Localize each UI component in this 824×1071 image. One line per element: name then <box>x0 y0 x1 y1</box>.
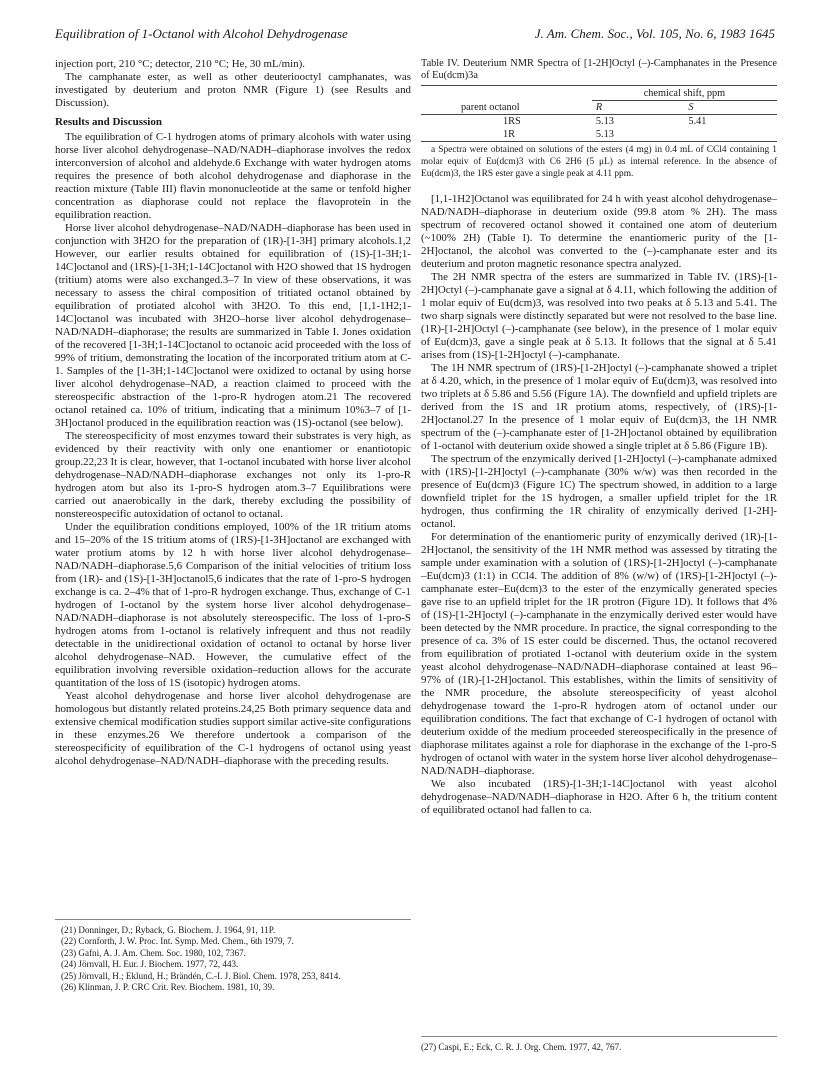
table-column-header: parent octanol <box>421 101 592 115</box>
header-journal-citation: J. Am. Chem. Soc., Vol. 105, No. 6, 1983 1645 <box>534 26 775 41</box>
reference-item: (21) Donninger, D.; Ryback, G. Biochem. J. 1964, 91, 11P. <box>61 925 276 935</box>
nmr-table <box>421 85 777 142</box>
methods-tail-paragraph: The camphanate ester, as well as other deuteriooctyl camphanates, was investigated by deuterium and proton NMR (Figure 1) (see Results and Discussion). <box>55 71 411 109</box>
body-paragraph: The 1H NMR spectrum of (1RS)-[1-2H]octyl (–)-camphanate showed a triplet at δ 4.20, which, in the presence of 1 molar equiv of Eu(dcm)3, was resolved into two triplets at δ 5.86 and 5.56 (Figure 1A). The downfield and upfield triplets are derived from the 1S and 1R protium atoms, respectively, of (1RS)-[1-2H]octanol.27 In the presence of 1 molar equiv of Eu(dcm)3, the 1H NMR spectrum of the (–)-camphanate ester of [1-2H]octanol obtained by equilibration of 1-octanol with deuterium oxide showed a single triplet at δ 5.86 (Figure 1B). <box>421 362 777 453</box>
body-paragraph: We also incubated (1RS)-[1-3H;1-14C]octanol with yeast alcohol dehydrogenase–NAD/NADH–diaphorase in H2O. After 6 h, the tritium content of equilibrated octanol had fallen to ca. <box>421 778 777 817</box>
table-cell: 1R <box>421 128 592 142</box>
body-paragraph: The 2H NMR spectra of the esters are summarized in Table IV. (1RS)-[1-2H]Octyl (–)-camphanate gave a signal at δ 4.11, which following the addition of 1 molar equiv of Eu(dcm)3, was resolved into two peaks at δ 5.13 and 5.41. The two sharp signals were distinctly separated but were not resolved to the base line. (1R)-[1-2H]Octyl (–)-camphanate (see below), in the presence of 1 molar equiv of Eu(dcm)3, gave a single peak at δ 5.13. It follows that the signal at δ 5.41 arises from (1S)-[1-2H]octyl (–)-camphanate. <box>421 271 777 362</box>
body-paragraph: [1,1-1H2]Octanol was equilibrated for 24 h with yeast alcohol dehydrogenase–NAD/NADH–diaphorase in deuterium oxide (99.8 atom % 2H). The mass spectrum of recovered octanol showed it contained one atom of deuterium (~100% 2H) (Table I). To determine the enantiomeric purity of the [1-2H]octanol, the alcohol was converted to the (–)-camphanate ester and its deuterium and proton magnetic resonance spectra analyzed. <box>421 193 777 271</box>
left-column <box>55 58 411 768</box>
body-paragraph: For determination of the enantiomeric purity of enzymically derived (1R)-[1-2H]octanol, the sensitivity of the 1H NMR method was assessed by titrating the sample under examination with a solution of (1RS)-[1-2H]octyl (–)-camphanate –Eu(dcm)3 (1:1) in CCl4. The addition of 8% (w/w) of (1RS)-[1-2H]octyl (–)-camphanate ester–Eu(dcm)3 to the ester of the enzymically generated species gave rise to an upfield triplet for the 1R protron (Figure 1D). It follows that 4% of (1S)-[1-2H]octyl (–)-camphanate in the enzymically derived ester would have been detected by the NMR procedure. In practice, the signal corresponding to the presence of ca. 3% of 1S ester could be discerned. Thus, the octanol recovered from equilibration of protiated 1-octanol with deuterium oxide in the system yeast alcohol dehydrogenase–NAD/NADH–diaphorase contained at least 96–97% of (1R)-[1-2H]octanol. This establishes, within the limits of sensitivity of the NMR procedure, the absolute stereospecificity of yeast alcohol dehydrogenase toward the 1-pro-R hydrogen atom of octanol under our equilibration conditions. The fact that exchange of C-1 hydrogen of octanol with deuterium oxidde of the medium proceeded stereospecifically in the presence of diaphorase militates against a role for diaphorase in the exchange of the 1-pro-S hydrogen of octanol with water in the system horse liver alcohol dehydrogenase–NAD/NADH–diaphorase. <box>421 531 777 778</box>
body-paragraph: Horse liver alcohol dehydrogenase–NAD/NADH–diaphorase has been used in conjunction with 3H2O for the preparation of (1R)-[1-3H] primary alcohols.1,2 However, our earlier results obtained for equilibration of (1S)-[1-3H;1-14C]octanol and (1RS)-[1-3H;1-14C]octanol with H2O showed that 1S hydrogen (tritium) atoms were also exchanged.3–7 In view of these observations, it was necessary to assess the chiral composition of tritiated octanol obtained by equilibration of protiated alcohol with 3H2O. To this end, [1,1-1H2;1-14C]octanol was incubated with 3H2O–horse liver alcohol dehydrogenase–NAD/NADH–diaphorase; the results are summarized in Table I. Jones oxidation of the recovered [1-3H;1-14C]octanol to octanoic acid proceeded with the loss of 99% of tritium, demonstrating the location of the incorporated tritium atom at C-1. Samples of the [1-3H;1-14C]octanol were oxidized to octanal by using horse liver alcohol dehydrogenase–NAD, a reaction claimed to proceed with the stereospecific abstraction of the 1-pro-R hydrogen atom.21 The recovered octanol retained ca. 10% of tritium, indicating that a minimum 10%3–7 of [1-3H]octanol produced in the equilibration reaction was (1S)-octanol (see below). <box>55 222 411 429</box>
body-paragraph: Under the equilibration conditions employed, 100% of the 1R tritium atoms and 15–20% of the 1S tritium atoms of (1RS)-[1-3H]octanol are exchanged with water protium atoms by 12 h with horse liver alcohol dehydrogenase–NAD/NADH–diaphorase.5,6 Comparison of the initial velocities of tritium loss from (1R)- and (1S)-[1-3H]octanol5,6 indicates that the rate of 1-pro-S hydrogen exchange is ca. 2–4% that of 1-pro-R hydrogen exchange. Thus, exchange of C-1 hydrogen of 1-octanol by the system horse liver alcohol dehydrogenase–NAD/NADH–diaphorase is not absolutely stereospecific. The loss of 1-pro-S hydrogen atoms from 1-octanol is relatively infrequent and thus not readily detectable in the unidirectional oxidation of octanol to octanal by horse liver alcohol dehydrogenase–NAD. However, the cumulative effect of the equilibration involving reversible oxidation–reduction allows for the accurate quantitation of the loss of 1S (isotopic) hydrogen atoms. <box>55 521 411 689</box>
body-paragraph: The equilibration of C-1 hydrogen atoms of primary alcohols with water using horse liver alcohol dehydrogenase–NAD/NADH–diaphorase involves the redox interconversion of alcohol and aldehyde.6 Exchange with water hydrogen atoms requires the presence of both alcohol dehydrogenase and diaphorase in the reaction mixture (Table III) flavin mononucleotide at the same or tenfold higher concentration as diaphorase could not replace the flavoprotein in the equilibration reaction. <box>55 131 411 221</box>
table-column-header: S <box>684 101 777 115</box>
body-paragraph: Yeast alcohol dehydrogenase and horse liver alcohol dehydrogenase are homologous but distantly related proteins.24,25 Both primary sequence data and extensive chemical modification studies support similar active-site configurations in these enzymes.26 We therefore undertook a comparison of the stereospecificity of equilibration of the C-1 hydrogens of octanol using yeast alcohol dehydrogenase–NAD/NADH–diaphorase with the preceding results. <box>55 690 411 767</box>
table-row <box>421 115 777 129</box>
reference-item: (25) Jörnvall, H.; Eklund, H.; Brändén, C.-I. J. Biol. Chem. 1978, 253, 8414. <box>61 970 341 981</box>
right-references <box>421 1036 777 1053</box>
reference-item: (26) Klinman, J. P. CRC Crit. Rev. Biochem. 1981, 10, 39. <box>61 982 275 993</box>
header-article-title: Equilibration of 1-Octanol with Alcohol Dehydrogenase <box>55 26 348 41</box>
reference-item: (23) Gafni, A. J. Am. Chem. Soc. 1980, 102, 7367. <box>61 947 246 958</box>
reference-item: (22) Cornforth, J. W. Proc. Int. Symp. Med. Chem., 6th 1979, 7. <box>61 936 294 947</box>
right-column <box>421 58 777 817</box>
reference-item: (24) Jörnvall, H. Eur. J. Biochem. 1977, 72, 443. <box>61 959 239 970</box>
table-column-header: R <box>592 101 685 115</box>
methods-tail-line: injection port, 210 °C; detector, 210 °C; He, 30 mL/min). <box>55 58 305 70</box>
table-footnote: a Spectra were obtained on solutions of the esters (4 mg) in 0.4 mL of CCl4 containing 1 molar equiv of Eu(dcm)3 with C6 2H6 (5 μL) as internal reference. In the absence of Eu(dcm)3, the 1RS ester gave a single peak at 4.11 ppm. <box>421 145 777 179</box>
table-cell: 5.41 <box>688 116 707 128</box>
left-references <box>55 919 411 993</box>
table-cell <box>684 128 777 142</box>
body-paragraph: The stereospecificity of most enzymes toward their substrates is very high, as evidenced by their reactivity with only one enantiomer or enantiotopic group.22,23 It is clear, however, that 1-octanol incubated with horse liver alcohol dehydrogenase–NAD/NADH–diaphorase exchanges not only its 1-pro-R hydrogen atom but also its 1-pro-S hydrogen atom.3–7 Equilibrations were carried out anaerobically in the dark, thereby excluding the possibility of nonstereospecific autoxidation of octanol to octanal. <box>55 430 411 520</box>
table-group-header: chemical shift, ppm <box>592 87 777 101</box>
table-caption: Table IV. Deuterium NMR Spectra of [1-2H]Octyl (–)-Camphanates in the Presence of Eu(dcm)3a <box>421 58 777 82</box>
running-header <box>55 26 775 44</box>
right-body <box>421 193 777 817</box>
section-heading: Results and Discussion <box>55 116 162 128</box>
table-cell: 5.13 <box>592 128 685 142</box>
body-paragraph: The spectrum of the enzymically derived [1-2H]octyl (–)-camphanate admixed with (1RS)-[1-2H]octyl (–)-camphanate (30% w/w) was then recorded in the presence of Eu(dcm)3 (Figure 1C) The spectrum showed, in addition to a large downfield triplet for the 1S hydrogen, a smaller upfield triplet for the 1R hydrogen, thus confirming the 1R chirality of enzymically derived [1-2H]-octanol. <box>421 453 777 531</box>
reference-item: (27) Caspi, E.; Eck, C. R. J. Org. Chem. 1977, 42, 767. <box>421 1042 622 1052</box>
table-cell: 1RS <box>503 116 521 128</box>
table-row <box>421 128 777 142</box>
table-cell: 5.13 <box>595 116 614 128</box>
